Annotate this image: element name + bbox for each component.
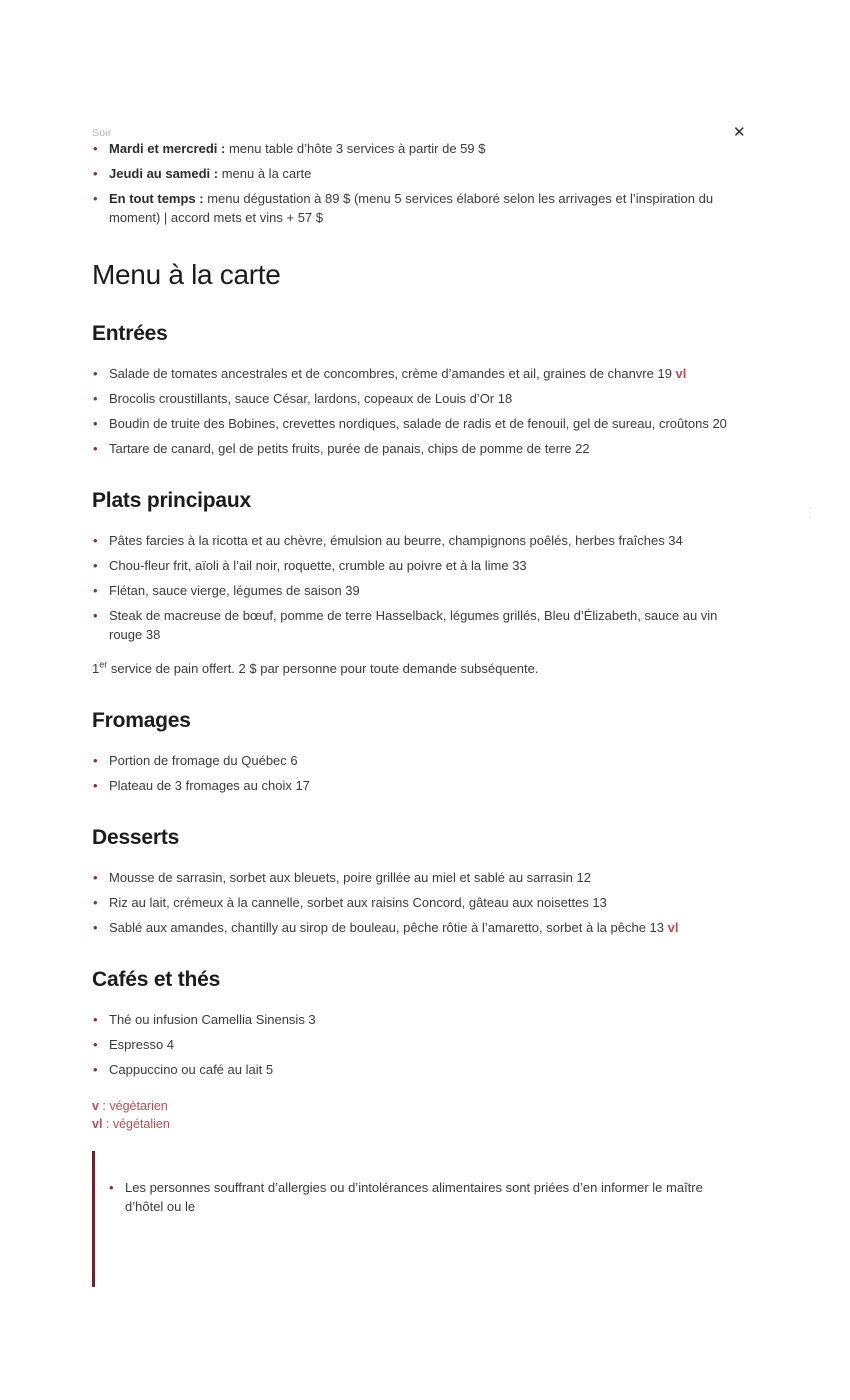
- page-title: Menu à la carte: [92, 259, 281, 290]
- menu-item-text: Espresso 4: [109, 1037, 175, 1052]
- legend-code: v: [92, 1099, 99, 1113]
- menu-section: [92, 709, 744, 795]
- menu-item-list: [92, 531, 744, 644]
- menu-item-text: Riz au lait, crémeux à la cannelle, sorbet aux raisins Concord, gâteau aux noisettes 13: [109, 895, 607, 910]
- menu-item: [92, 556, 744, 575]
- ordinal-suffix: er: [99, 659, 108, 670]
- section-note: 1er service de pain offert. 2 $ par personne pour toute demande subséquente.: [92, 659, 539, 676]
- menu-item: [92, 581, 744, 600]
- footnote-list: [108, 1178, 744, 1216]
- menu-item: [92, 389, 744, 408]
- menu-section: [92, 489, 744, 678]
- menu-item-text: Pâtes farcies à la ricotta et au chèvre, émulsion au beurre, champignons poêlés, herbes fraîches 34: [109, 533, 683, 548]
- schedule-item-day: Jeudi au samedi :: [109, 166, 219, 181]
- menu-item-text: Tartare de canard, gel de petits fruits, purée de panais, chips de pomme de terre 22: [109, 441, 590, 456]
- section-heading: Fromages: [92, 709, 191, 732]
- close-icon[interactable]: ✕: [733, 123, 746, 141]
- schedule-item: • Jeudi au samedi : menu à la carte: [92, 164, 744, 183]
- legend-code: vl: [92, 1116, 103, 1131]
- menu-section: [92, 322, 744, 458]
- menu-item-text: Les personnes souffrant d’allergies ou d’intolérances alimentaires sont priées d’en informer le maître d’hôtel ou le: [125, 1180, 703, 1214]
- section-heading: Desserts: [92, 826, 180, 849]
- scroll-indicator-icon: ⋮: [803, 505, 817, 521]
- menu-item-text: Salade de tomates ancestrales et de concombres, crème d’amandes et ail, graines de chanvre 19: [109, 366, 672, 381]
- menu-item: [92, 439, 744, 458]
- menu-item: [92, 918, 744, 937]
- schedule-item-day: Mardi et mercredi :: [109, 141, 226, 156]
- diet-tag: vl: [664, 920, 679, 935]
- menu-item-text: Plateau de 3 fromages au choix 17: [109, 778, 310, 793]
- diet-legend: [92, 1098, 744, 1133]
- menu-item-list: [92, 364, 744, 458]
- legend-line: vl : végétalien: [92, 1116, 170, 1131]
- menu-item: [92, 531, 744, 550]
- menu-item-list: [92, 868, 744, 937]
- menu-item-list: [92, 1010, 744, 1079]
- menu-item-text: Sablé aux amandes, chantilly au sirop de bouleau, pêche rôtie à l’amaretto, sorbet à la pêche 13: [109, 920, 665, 935]
- section-heading: Cafés et thés: [92, 968, 221, 991]
- menu-item-text: Brocolis croustillants, sauce César, lardons, copeaux de Louis d’Or 18: [109, 391, 513, 406]
- menu-item: [92, 364, 744, 383]
- menu-item-text: Boudin de truite des Bobines, crevettes nordiques, salade de radis et de fenouil, gel de sureau, croûtons 20: [109, 416, 727, 431]
- schedule-item: • Mardi et mercredi : menu table d’hôte 3 services à partir de 59 $: [92, 139, 744, 158]
- schedule-list: [92, 139, 744, 227]
- menu-item-text: Cappuccino ou café au lait 5: [109, 1062, 274, 1077]
- menu-item-text: Thé ou infusion Camellia Sinensis 3: [109, 1012, 316, 1027]
- menu-item: [92, 414, 744, 433]
- legend-line: v : végétarien: [92, 1099, 168, 1113]
- menu-item: [92, 868, 744, 887]
- menu-item-list: [92, 751, 744, 795]
- menu-section: [92, 968, 744, 1079]
- page-label: Soir: [92, 127, 112, 139]
- section-heading: Plats principaux: [92, 489, 252, 512]
- menu-item-text: Steak de macreuse de bœuf, pomme de terre Hasselback, légumes grillés, Bleu d’Élizabeth, sauce au vin rouge 38: [109, 608, 718, 642]
- menu-item-text: Portion de fromage du Québec 6: [109, 753, 298, 768]
- menu-item: [108, 1178, 744, 1216]
- menu-item: [92, 1035, 744, 1054]
- menu-item-text: Flétan, sauce vierge, légumes de saison 39: [109, 583, 360, 598]
- menu-item: [92, 1060, 744, 1079]
- menu-item: [92, 776, 744, 795]
- menu-item: [92, 1010, 744, 1029]
- menu-item-text: Mousse de sarrasin, sorbet aux bleuets, poire grillée au miel et sablé au sarrasin 12: [109, 870, 591, 885]
- menu-item: [92, 606, 744, 644]
- menu-section: [92, 826, 744, 937]
- schedule-item-day: En tout temps :: [109, 191, 204, 206]
- schedule-item: • En tout temps : menu dégustation à 89 $ (menu 5 services élaboré selon les arrivages et l’inspiration du moment) | accord mets et vins + 57 $: [92, 189, 744, 227]
- menu-item: [92, 751, 744, 770]
- menu-item-text: Chou-fleur frit, aïoli à l’ail noir, roquette, crumble au poivre et à la lime 33: [109, 558, 527, 573]
- diet-tag: vl: [671, 366, 687, 381]
- section-heading: Entrées: [92, 322, 168, 345]
- allergy-footnote: [92, 1151, 744, 1287]
- menu-item: [92, 893, 744, 912]
- menu-sections: [92, 322, 744, 1079]
